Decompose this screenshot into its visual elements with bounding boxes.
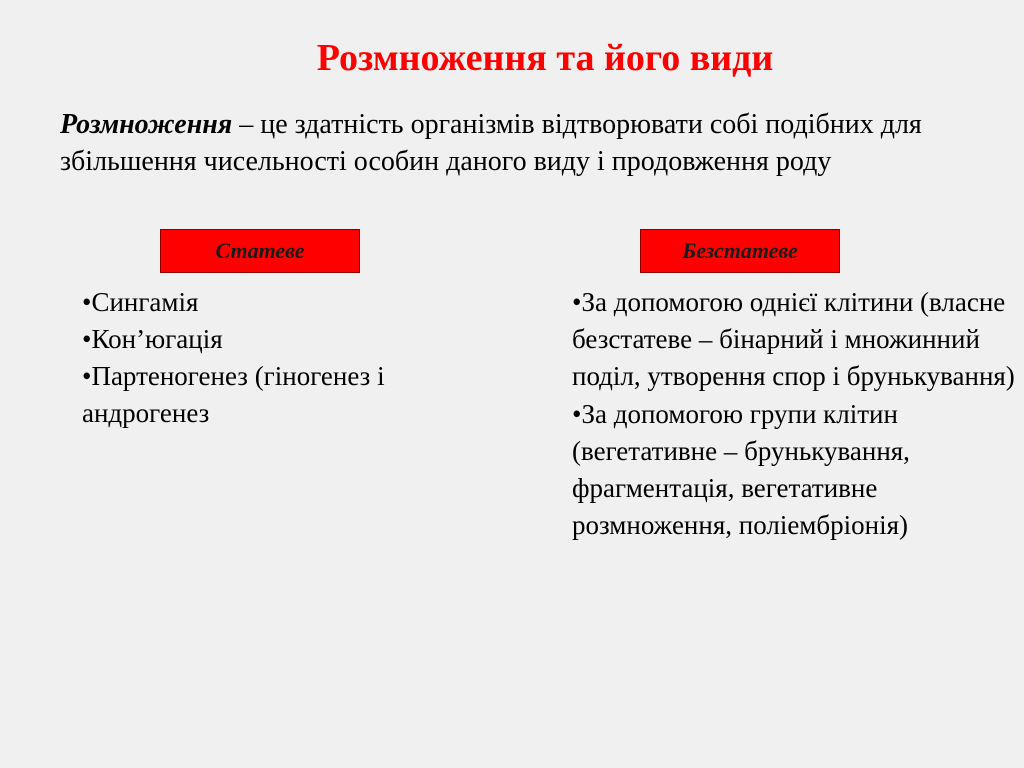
definition-paragraph [60, 106, 960, 180]
slide-title: Розмноження та його види [316, 37, 774, 79]
sexual-reproduction-label: Статеве [160, 229, 360, 273]
asexual-reproduction-label: Безстатеве [640, 229, 840, 273]
bullet-icon: • [82, 361, 92, 391]
definition-text: – це здатність організмів відтворювати собі подібних для збільшення чисельності особин даного виду і продовження роду [60, 109, 922, 177]
list-item-text: Сингамія [91, 287, 199, 317]
list-item [82, 321, 502, 358]
list-item-text: Кон’югація [91, 324, 223, 354]
bullet-icon: • [572, 287, 582, 317]
list-item [82, 284, 502, 321]
bullet-icon: • [82, 287, 92, 317]
bullet-icon: • [572, 399, 582, 429]
list-item [82, 358, 502, 432]
list-item-text: За допомогою однієї клітини (власне безстатеве – бінарний і множинний поділ, утворення спор і брунькування) [572, 287, 1015, 391]
definition-term: Розмноження [60, 109, 233, 140]
bullet-icon: • [82, 324, 92, 354]
list-item-text: За допомогою групи клітин (вегетативне – брунькування, фрагментація, вегетативне розмноження, поліембріонія) [572, 399, 910, 540]
list-item [572, 284, 1017, 395]
asexual-reproduction-list [572, 284, 1017, 545]
list-item-text: Партеногенез (гіногенез і андрогенез [82, 361, 385, 428]
list-item [572, 396, 1017, 544]
sexual-reproduction-list [82, 284, 502, 432]
